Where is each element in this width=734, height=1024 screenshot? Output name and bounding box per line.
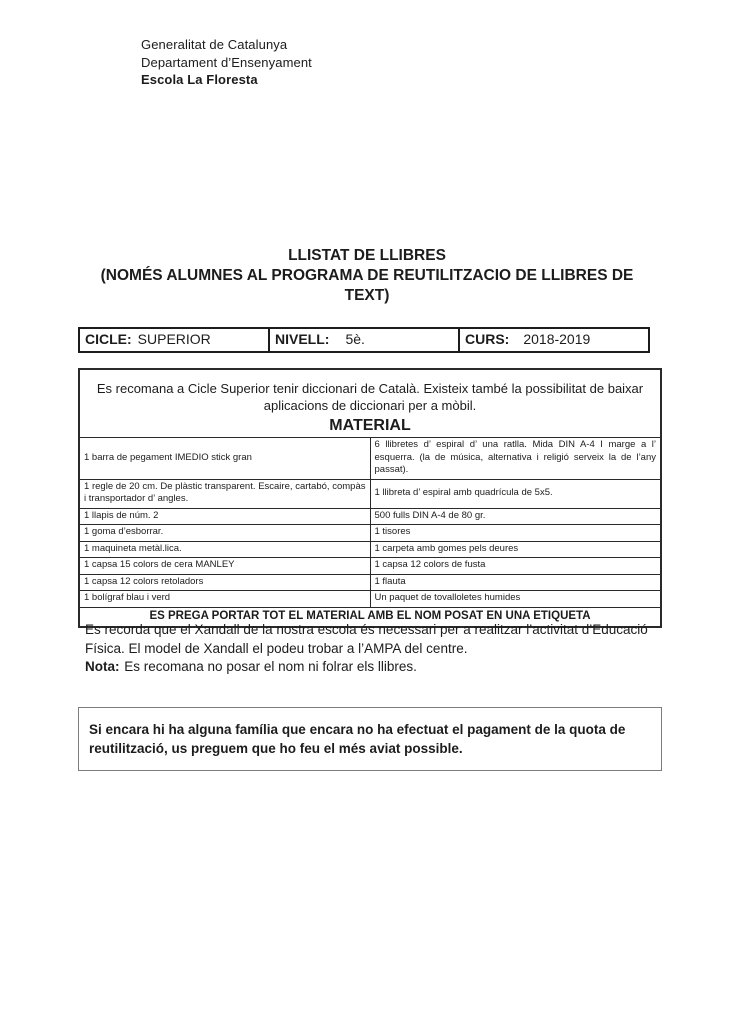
info-table (78, 327, 650, 353)
title-line-2: (NOMÉS ALUMNES AL PROGRAMA DE REUTILITZACIO DE LLIBRES DE TEXT) (100, 267, 634, 304)
nota-label: Nota: (85, 659, 120, 674)
material-row (79, 525, 661, 542)
curs-label: CURS: (465, 331, 510, 347)
material-item-left: 1 capsa 12 colors retoladors (79, 574, 370, 591)
cicle-label: CICLE: (85, 331, 132, 347)
material-row (79, 574, 661, 591)
material-item-right: 1 capsa 12 colors de fusta (370, 558, 661, 575)
info-table-row (79, 328, 649, 352)
payment-notice-text: Si encara hi ha alguna família que encara no ha efectuat el pagament de la quota de reutilització, us preguem que ho feu el més aviat possible. (89, 722, 626, 756)
document-title (67, 246, 667, 306)
title-line-1: LLISTAT DE LLIBRES (288, 247, 446, 264)
material-row (79, 479, 661, 508)
material-intro: Es recomana a Cicle Superior tenir diccionari de Català. Existeix també la possibilitat de baixar aplicacions de diccionari per a mòbil. (96, 381, 644, 413)
material-item-left: 1 barra de pegament IMEDIO stick gran (79, 438, 370, 480)
material-item-left: 1 bolígraf blau i verd (79, 591, 370, 608)
material-item-left: 1 capsa 15 colors de cera MANLEY (79, 558, 370, 575)
org-header (141, 36, 312, 89)
material-item-right: 1 llibreta d’ espiral amb quadrícula de 5x5. (370, 479, 661, 508)
material-item-right: 6 llibretes d’ espiral d’ una ratlla. Mida DIN A-4 I marge a l’ esquerra. (la de música, alternativa i religió serveix la de l’any passat). (370, 438, 661, 480)
material-item-right: Un paquet de tovalloletes humides (370, 591, 661, 608)
cicle-cell (79, 328, 269, 352)
org-line-generalitat: Generalitat de Catalunya (141, 37, 288, 52)
material-row (79, 558, 661, 575)
xandall-paragraph: Es recorda que el Xandall de la nostra escola és necessari per a realitzar l’activitat d’Educació Física. El model de Xandall el podeu trobar a l’AMPA del centre. (85, 622, 648, 656)
xandall-note (85, 621, 663, 677)
material-header-row (79, 369, 661, 438)
curs-value: 2018-2019 (523, 331, 591, 347)
material-item-left: 1 llapis de núm. 2 (79, 508, 370, 525)
material-item-right: 1 carpeta amb gomes pels deures (370, 541, 661, 558)
curs-cell (459, 328, 649, 352)
material-item-left: 1 goma d’esborrar. (79, 525, 370, 542)
org-line-escola: Escola La Floresta (141, 72, 258, 87)
material-footer-note: ES PREGA PORTAR TOT EL MATERIAL AMB EL NOM POSAT EN UNA ETIQUETA (79, 607, 661, 627)
cicle-value: SUPERIOR (137, 331, 211, 347)
material-row (79, 508, 661, 525)
material-item-right: 1 flauta (370, 574, 661, 591)
material-item-right: 1 tisores (370, 525, 661, 542)
nivell-value: 5è. (345, 331, 365, 347)
material-header-cell (79, 369, 661, 438)
material-item-left: 1 regle de 20 cm. De plàstic transparent. Escaire, cartabó, compàs i transportador d’ angles. (79, 479, 370, 508)
material-box (78, 368, 662, 628)
material-item-left: 1 maquineta metàl.lica. (79, 541, 370, 558)
org-line-departament: Departament d’Ensenyament (141, 54, 312, 70)
material-heading: MATERIAL (329, 417, 411, 434)
material-row (79, 438, 661, 480)
nota-text: Es recomana no posar el nom ni folrar els llibres. (124, 659, 417, 674)
payment-notice-box (78, 707, 662, 771)
nivell-label: NIVELL: (275, 331, 330, 347)
nota-line (85, 658, 663, 677)
material-item-right: 500 fulls DIN A-4 de 80 gr. (370, 508, 661, 525)
material-row (79, 541, 661, 558)
material-row (79, 591, 661, 608)
nivell-cell (269, 328, 459, 352)
